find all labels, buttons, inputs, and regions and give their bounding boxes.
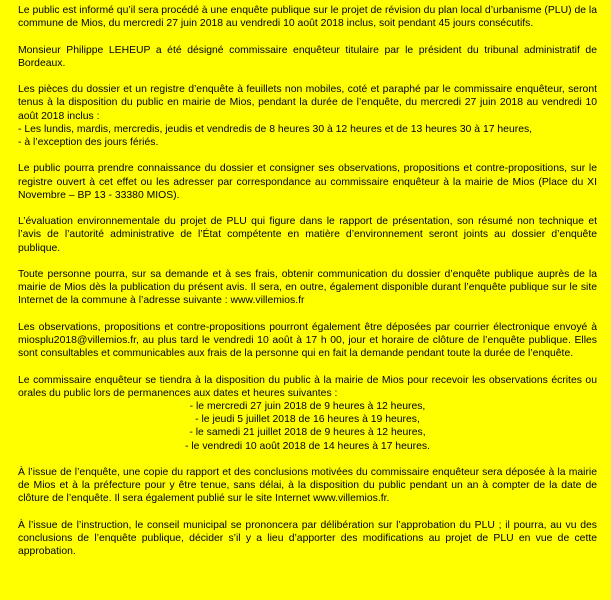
permanence-item: - le samedi 21 juillet 2018 de 9 heures à 12 heures, (189, 427, 426, 439)
holidays-exception-item: - à l’exception des jours fériés. (18, 137, 159, 148)
opening-hours-item: - Les lundis, mardis, mercredis, jeudis et vendredis de 8 heures 30 à 12 heures et de 13 heures 30 à 17 heures, (18, 123, 533, 135)
permanences-list (18, 400, 597, 453)
paragraph-environmental-evaluation: L’évaluation environnementale du projet de PLU qui figure dans le rapport de présentation, son résumé non technique et l’avis de l’autorité administrative de l’État compétente en matière d’environnement seront joints au dossier d’enquête publique. (18, 216, 597, 254)
paragraph-inquiry-announcement: Le public est informé qu’il sera procédé à une enquête publique sur le projet de révision du plan local d’urbanisme (PLU) de la commune de Mios, du mercredi 27 juin 2018 au vendredi 10 août 2018 inclus, soit pendant 45 jours consécutifs. (18, 5, 597, 30)
paragraph-permanences-intro: Le commissaire enquêteur se tiendra à la disposition du public à la mairie de Mios pour recevoir les observations écrites ou orales du public lors de permanences aux dates et heures suivantes : (18, 374, 597, 399)
permanence-item: - le jeudi 5 juillet 2018 de 16 heures à 19 heures, (195, 414, 420, 426)
paragraph-observations-register: Le public pourra prendre connaissance du dossier et consigner ses observations, propositions et contre-propositions, sur le registre ouvert à cet effet ou les adresser par correspondance au commissaire enquêteur à la mairie de Mios (Place du XI Novembre – BP 13 - 33380 MIOS). (18, 163, 597, 201)
paragraph-report-publication: À l’issue de l’enquête, une copie du rapport et des conclusions motivées du commissaire enquêteur sera déposée à la mairie de Mios et à la préfecture pour y être tenue, sans délai, à la disposition du public pendant un an à compter de la date de clôture de l’enquête. Il sera également publié sur le site Internet www.villemios.fr. (18, 466, 597, 505)
paragraph-commissioner-designation: Monsieur Philippe LEHEUP a été désigné commissaire enquêteur titulaire par le président du tribunal administratif de Bordeaux. (18, 44, 597, 69)
paragraph-dossier-availability: Les pièces du dossier et un registre d’enquête à feuillets non mobiles, coté et paraphé par le commissaire enquêteur, seront tenus à la disposition du public en mairie de Mios, pendant la durée de l’enquête, du mercredi 27 juin 2018 au vendredi 10 août 2018 inclus : (18, 84, 597, 122)
paragraph-dossier-communication: Toute personne pourra, sur sa demande et à ses frais, obtenir communication du dossier d’enquête publique auprès de la mairie de Mios dès la publication du présent avis. Il sera, en outre, également disponible durant l’enquête publique sur le site Internet de la commune à l’adresse suivante : www.villemios.fr (18, 268, 597, 307)
permanence-item: - le vendredi 10 août 2018 de 14 heures à 17 heures. (185, 440, 430, 452)
paragraph-council-approval: À l’issue de l’instruction, le conseil municipal se prononcera par délibération sur l’approbation du PLU ; il pourra, au vu des conclusions de l’enquête publique, décider s’il y a lieu d’apporter des modifications au projet de PLU en vue de cette approbation. (18, 519, 597, 558)
paragraph-email-submissions: Les observations, propositions et contre-propositions pourront également être déposées par courrier électronique envoyé à miosplu2018@villemios.fr, au plus tard le vendredi 10 août à 17 h 00, jour et horaire de clôture de l’enquête publique. Elles sont consultables et communicables aux frais de la personne qui en fait la demande pendant toute la durée de l’enquête. (18, 321, 597, 360)
permanence-item: - le mercredi 27 juin 2018 de 9 heures à 12 heures, (189, 400, 426, 412)
